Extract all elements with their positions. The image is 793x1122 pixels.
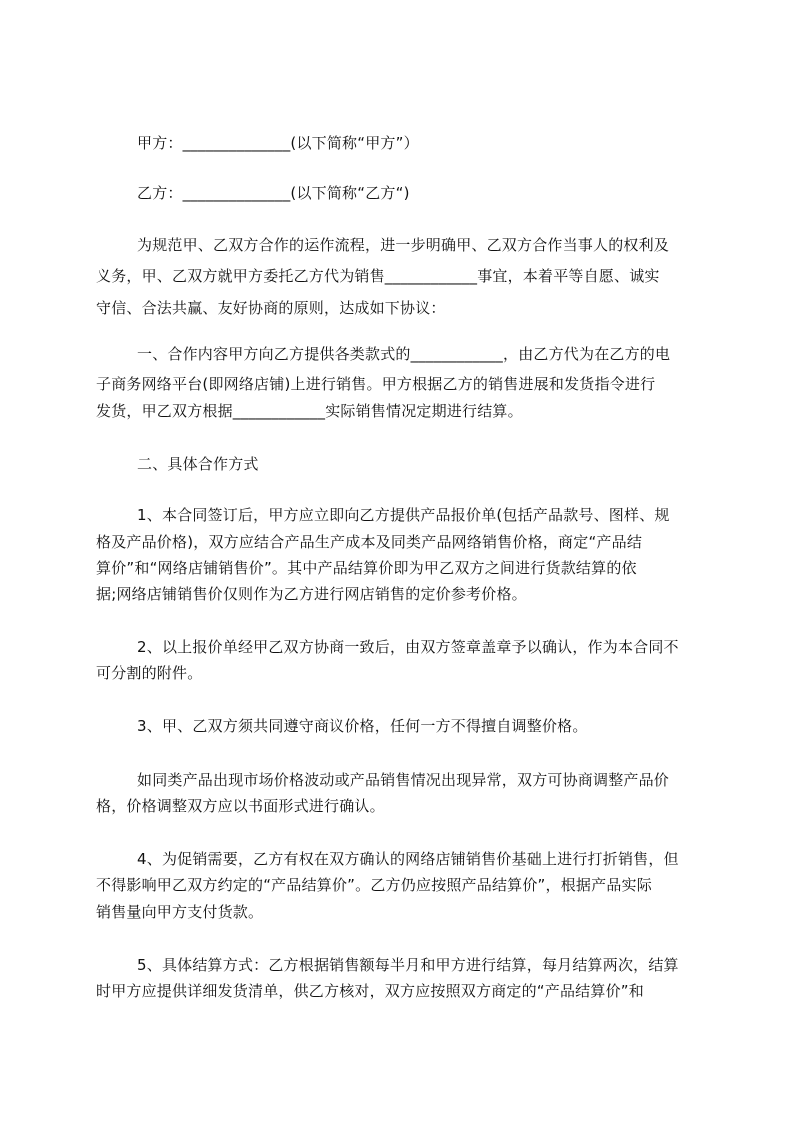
item-2-line: 可分割的附件。: [96, 664, 203, 682]
party-a-line: 甲方：______________(以下简称“甲方”）: [137, 134, 419, 152]
section-1-line: 发货，甲乙双方根据____________实际销售情况定期进行结算。: [96, 402, 523, 420]
item-1-line: 1、本合同签订后，甲方应立即向乙方提供产品报价单(包括产品款号、图样、规: [137, 506, 670, 524]
item-2-line: 2、以上报价单经甲乙双方协商一致后，由双方签章盖章予以确认，作为本合同不: [137, 638, 679, 656]
item-5-line: 时甲方应提供详细发货清单，供乙方核对，双方应按照双方商定的“产品结算价”和: [96, 982, 644, 1000]
item-1-line: 算价”和“网络店铺销售价”。其中产品结算价即为甲乙双方之间进行货款结算的依: [96, 559, 637, 577]
section-2-heading: 二、具体合作方式: [137, 455, 259, 473]
item-1-line: 据;网络店铺销售价仅则作为乙方进行网店销售的定价参考价格。: [96, 585, 527, 603]
item-3-note-line: 如同类产品出现市场价格波动或产品销售情况出现异常，双方可协商调整产品价: [137, 771, 670, 789]
item-4-line: 销售量向甲方支付货款。: [96, 903, 264, 921]
intro-line: 守信、合法共赢、友好协商的原则，达成如下协议：: [96, 299, 446, 317]
item-4-line: 不得影响甲乙双方约定的“产品结算价”。乙方仍应按照产品结算价”，根据产品实际: [96, 876, 652, 894]
item-4-line: 4、为促销需要，乙方有权在双方确认的网络店铺销售价基础上进行打折销售，但: [137, 850, 679, 868]
section-1-line: 一、合作内容甲方向乙方提供各类款式的____________，由乙方代为在乙方的电: [137, 345, 671, 363]
item-1-line: 格及产品价格)，双方应结合产品生产成本及同类产品网络销售价格，商定“产品结: [96, 533, 643, 551]
intro-line: 义务，甲、乙双方就甲方委托乙方代为销售____________事宜，本着平等自愿、诚实: [96, 267, 660, 285]
item-3-line: 3、甲、乙双方须共同遵守商议价格，任何一方不得擅自调整价格。: [137, 717, 588, 735]
party-b-line: 乙方：______________(以下简称“乙方“): [137, 184, 410, 202]
intro-line: 为规范甲、乙双方合作的运作流程，进一步明确甲、乙双方合作当事人的权利及: [137, 236, 670, 254]
section-1-line: 子商务网络平台(即网络店铺)上进行销售。甲方根据乙方的销售进展和发货指令进行: [96, 375, 656, 393]
item-5-line: 5、具体结算方式：乙方根据销售额每半月和甲方进行结算，每月结算两次，结算: [137, 956, 679, 974]
item-3-note-line: 格，价格调整双方应以书面形式进行确认。: [96, 797, 385, 815]
